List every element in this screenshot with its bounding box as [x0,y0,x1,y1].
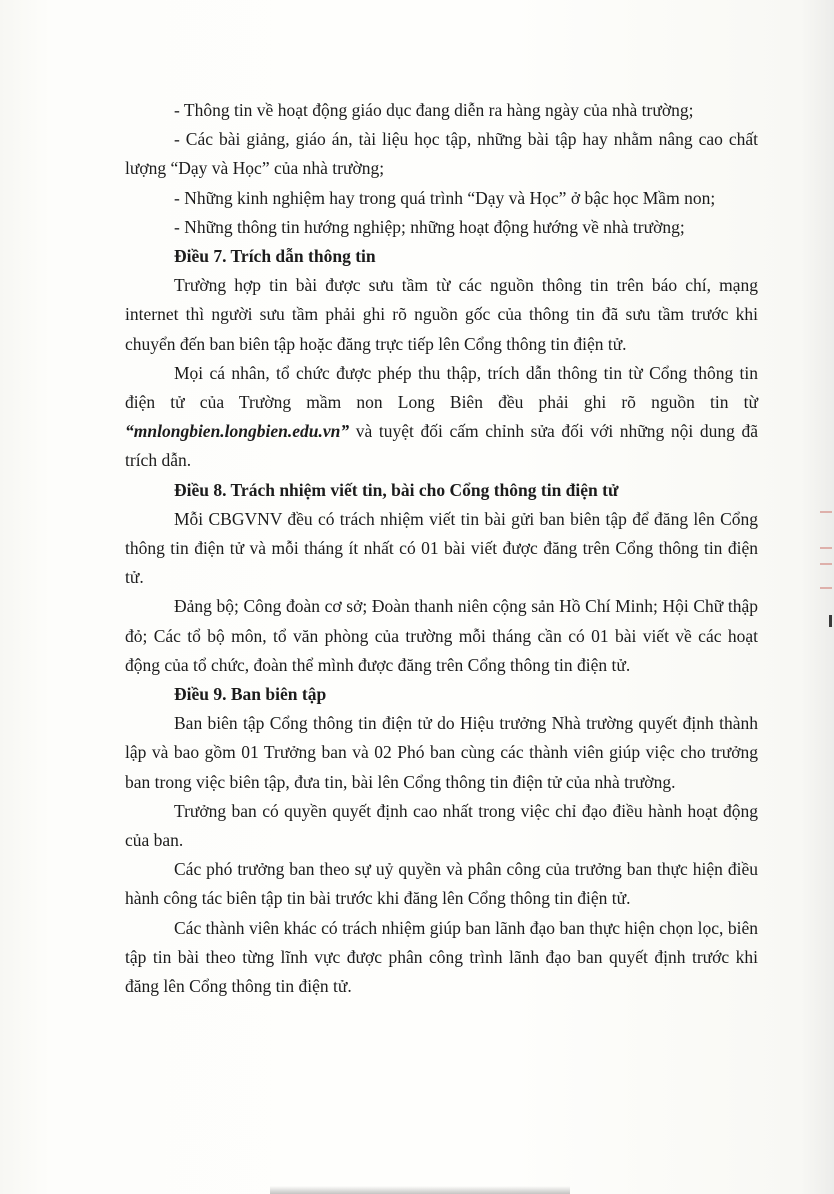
page-edge-bleed [816,505,834,645]
bullet-line: - Những kinh nghiệm hay trong quá trình “Dạy và Học” ở bậc học Mầm non; [174,187,716,208]
page-bottom-shadow [270,1186,570,1194]
article-8-paragraph: Mỗi CBGVNV đều có trách nhiệm viết tin bài gửi ban biên tập để đăng lên Cổng thông tin điện tử và mỗi tháng ít nhất có 01 bài viết được đăng trên Cổng thông tin điện tử. [125,508,758,588]
paragraph-text: và tuyệt đối cấm chỉnh sửa đối với những nội dung đã trích dẫn. [125,421,758,471]
article-8-paragraph: Đảng bộ; Công đoàn cơ sở; Đoàn thanh niên cộng sản Hồ Chí Minh; Hội Chữ thập đỏ; Các tổ bộ môn, tổ văn phòng của trường mỗi tháng cần có 01 bài viết về các hoạt động của tổ chức, đoàn thể mình được đăng trên Cổng thông tin điện tử. [125,596,758,675]
article-9-heading: Điều 9. Ban biên tập [174,684,327,705]
paragraph-text: Mọi cá nhân, tổ chức được phép thu thập, trích dẫn thông tin từ Cổng thông tin điện tử của Trường mầm non Long Biên đều phải ghi rõ nguồn tin từ [125,362,758,413]
document-body [125,96,758,1001]
edge-mark [820,563,832,565]
bullet-line: - Các bài giảng, giáo án, tài liệu học tập, những bài tập hay nhằm nâng cao chất lượng “Dạy và Học” của nhà trường; [125,129,758,179]
edge-mark [829,615,832,627]
article-9-paragraph: Trưởng ban có quyền quyết định cao nhất trong việc chỉ đạo điều hành hoạt động của ban. [125,800,758,851]
bullet-line: - Những thông tin hướng nghiệp; những hoạt động hướng về nhà trường; [174,216,685,237]
website-url: “mnlongbien.longbien.edu.vn” [125,421,350,442]
edge-mark [820,587,832,589]
edge-mark [820,511,832,513]
article-9-paragraph: Các thành viên khác có trách nhiệm giúp ban lãnh đạo ban thực hiện chọn lọc, biên tập tin bài theo từng lĩnh vực được phân công trình lãnh đạo ban quyết định trước khi đăng lên Cổng thông tin điện tử. [125,917,758,997]
article-9-paragraph: Các phó trưởng ban theo sự uỷ quyền và phân công của trưởng ban thực hiện điều hành công tác biên tập tin bài trước khi đăng lên Cổng thông tin điện tử. [125,859,758,909]
article-8-heading: Điều 8. Trách nhiệm viết tin, bài cho Cổng thông tin điện tử [174,479,619,500]
article-9-paragraph: Ban biên tập Cổng thông tin điện tử do Hiệu trưởng Nhà trường quyết định thành lập và bao gồm 01 Trưởng ban và 02 Phó ban cùng các thành viên giúp việc cho trưởng ban trong việc biên tập, đưa tin, bài lên Cổng thông tin điện tử của nhà trường. [125,713,758,792]
edge-mark [820,547,832,549]
article-7-paragraph: Trường hợp tin bài được sưu tầm từ các nguồn thông tin trên báo chí, mạng internet thì người sưu tầm phải ghi rõ nguồn gốc của thông tin đã sưu tầm trước khi chuyển đến ban biên tập hoặc đăng trực tiếp lên Cổng thông tin điện tử. [125,275,758,354]
article-7-paragraph [125,359,758,476]
bullet-line: - Thông tin về hoạt động giáo dục đang diễn ra hàng ngày của nhà trường; [174,100,694,120]
article-7-heading: Điều 7. Trích dẫn thông tin [174,246,376,267]
